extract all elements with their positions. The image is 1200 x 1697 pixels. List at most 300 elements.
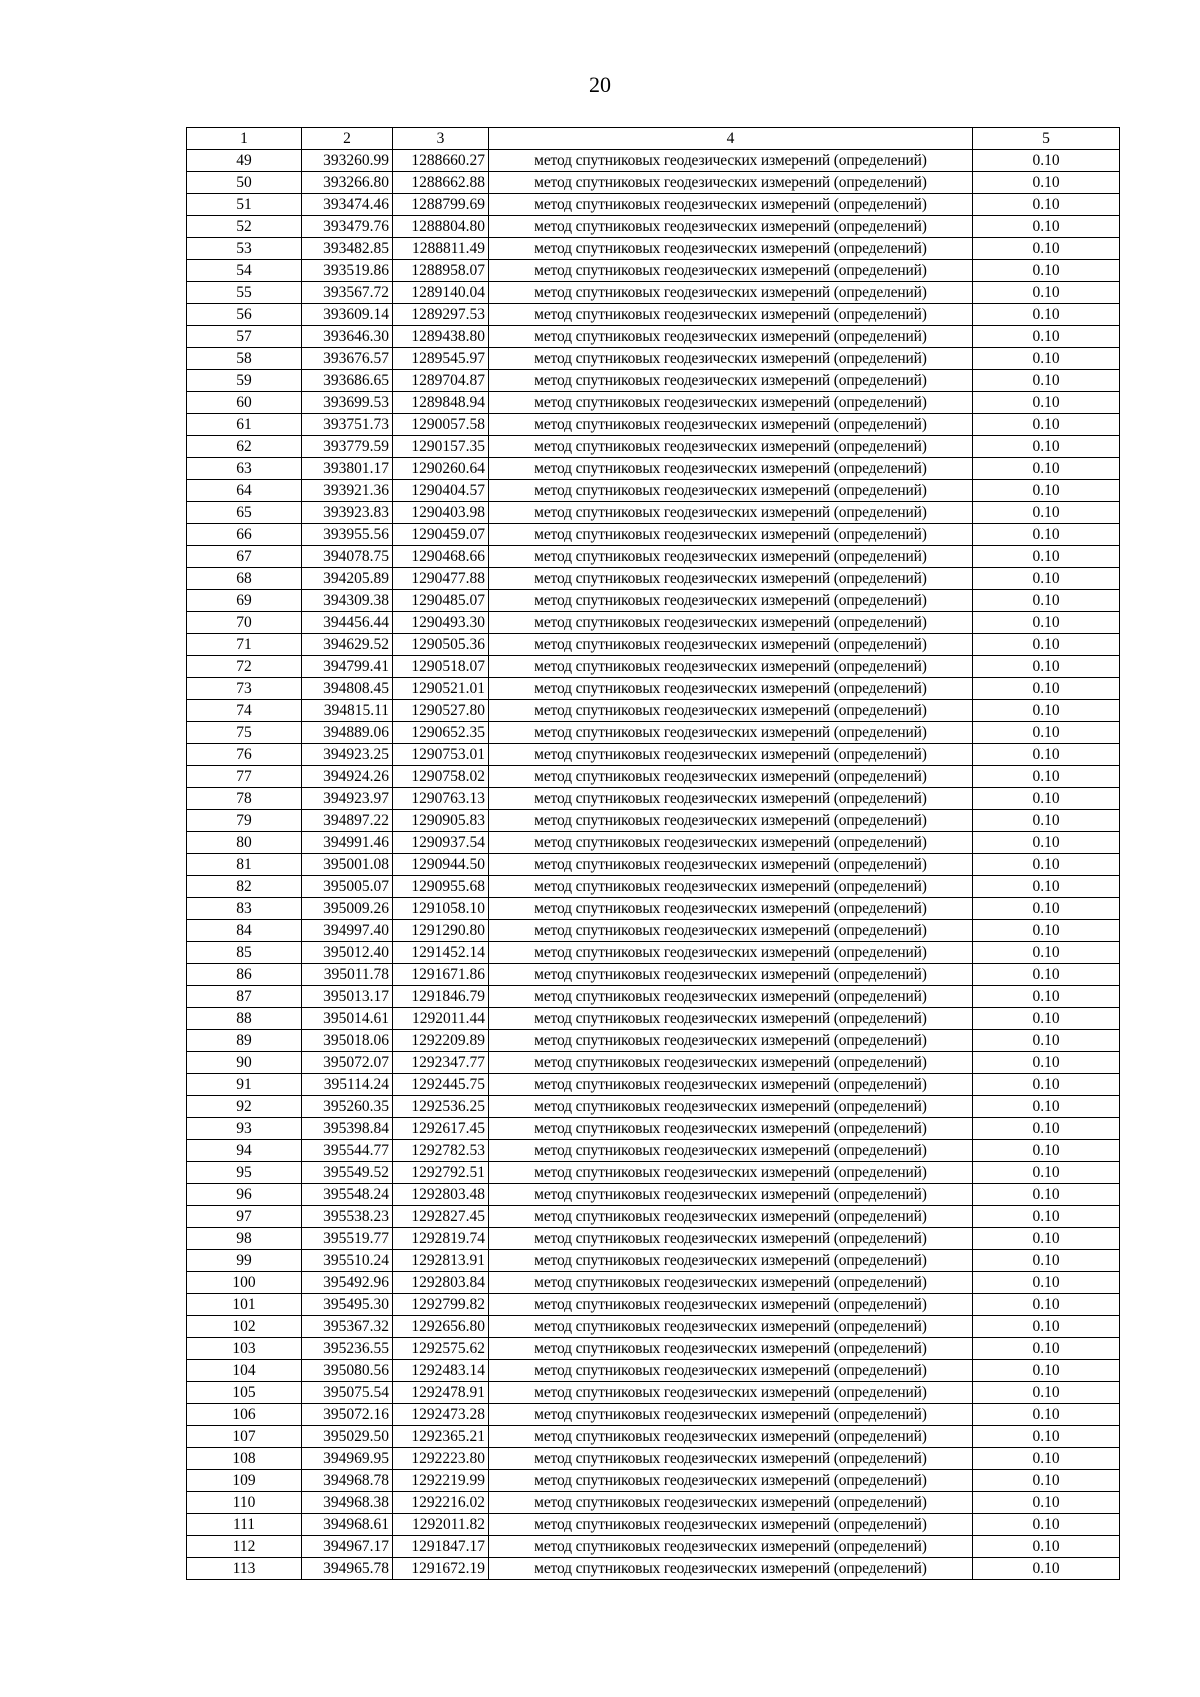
- y-coordinate-cell: 1292445.75: [393, 1074, 489, 1096]
- table-row: [187, 1184, 1120, 1206]
- method-cell: метод спутниковых геодезических измерений (определений): [489, 700, 973, 722]
- accuracy-cell: 0.10: [973, 986, 1120, 1008]
- y-coordinate-cell: 1290493.30: [393, 612, 489, 634]
- method-cell: метод спутниковых геодезических измерений (определений): [489, 568, 973, 590]
- x-coordinate-cell: 393676.57: [302, 348, 393, 370]
- accuracy-cell: 0.10: [973, 1272, 1120, 1294]
- x-coordinate-cell: 395013.17: [302, 986, 393, 1008]
- accuracy-cell: 0.10: [973, 238, 1120, 260]
- accuracy-cell: 0.10: [973, 1448, 1120, 1470]
- method-cell: метод спутниковых геодезических измерений (определений): [489, 898, 973, 920]
- table-row: [187, 1448, 1120, 1470]
- y-coordinate-cell: 1292803.84: [393, 1272, 489, 1294]
- y-coordinate-cell: 1290468.66: [393, 546, 489, 568]
- x-coordinate-cell: 395009.26: [302, 898, 393, 920]
- table-row: [187, 436, 1120, 458]
- table-row: [187, 1008, 1120, 1030]
- y-coordinate-cell: 1292219.99: [393, 1470, 489, 1492]
- y-coordinate-cell: 1291290.80: [393, 920, 489, 942]
- accuracy-cell: 0.10: [973, 898, 1120, 920]
- y-coordinate-cell: 1292799.82: [393, 1294, 489, 1316]
- table-row: [187, 1492, 1120, 1514]
- point-number-cell: 97: [187, 1206, 302, 1228]
- table-row: [187, 348, 1120, 370]
- table-row: [187, 810, 1120, 832]
- accuracy-cell: 0.10: [973, 1206, 1120, 1228]
- point-number-cell: 88: [187, 1008, 302, 1030]
- table-row: [187, 1140, 1120, 1162]
- y-coordinate-cell: 1288804.80: [393, 216, 489, 238]
- table-row: [187, 1514, 1120, 1536]
- point-number-cell: 86: [187, 964, 302, 986]
- point-number-cell: 76: [187, 744, 302, 766]
- method-cell: метод спутниковых геодезических измерений (определений): [489, 634, 973, 656]
- table-row: [187, 876, 1120, 898]
- x-coordinate-cell: 393567.72: [302, 282, 393, 304]
- accuracy-cell: 0.10: [973, 414, 1120, 436]
- x-coordinate-cell: 395029.50: [302, 1426, 393, 1448]
- x-coordinate-cell: 393801.17: [302, 458, 393, 480]
- accuracy-cell: 0.10: [973, 392, 1120, 414]
- point-number-cell: 62: [187, 436, 302, 458]
- table-row: [187, 326, 1120, 348]
- method-cell: метод спутниковых геодезических измерений (определений): [489, 1228, 973, 1250]
- x-coordinate-cell: 394808.45: [302, 678, 393, 700]
- accuracy-cell: 0.10: [973, 1118, 1120, 1140]
- x-coordinate-cell: 395080.56: [302, 1360, 393, 1382]
- y-coordinate-cell: 1292656.80: [393, 1316, 489, 1338]
- table-row: [187, 942, 1120, 964]
- accuracy-cell: 0.10: [973, 1030, 1120, 1052]
- point-number-cell: 89: [187, 1030, 302, 1052]
- method-cell: метод спутниковых геодезических измерений (определений): [489, 502, 973, 524]
- table-row: [187, 480, 1120, 502]
- method-cell: метод спутниковых геодезических измерений (определений): [489, 942, 973, 964]
- x-coordinate-cell: 393474.46: [302, 194, 393, 216]
- page-number: 20: [589, 72, 611, 97]
- coordinates-table: [186, 127, 1120, 1580]
- y-coordinate-cell: 1290521.01: [393, 678, 489, 700]
- accuracy-cell: 0.10: [973, 1426, 1120, 1448]
- accuracy-cell: 0.10: [973, 766, 1120, 788]
- accuracy-cell: 0.10: [973, 1470, 1120, 1492]
- point-number-cell: 82: [187, 876, 302, 898]
- x-coordinate-cell: 395398.84: [302, 1118, 393, 1140]
- table-row: [187, 590, 1120, 612]
- accuracy-cell: 0.10: [973, 722, 1120, 744]
- x-coordinate-cell: 395072.07: [302, 1052, 393, 1074]
- table-row: [187, 986, 1120, 1008]
- method-cell: метод спутниковых геодезических измерений (определений): [489, 150, 973, 172]
- y-coordinate-cell: 1289140.04: [393, 282, 489, 304]
- y-coordinate-cell: 1290459.07: [393, 524, 489, 546]
- x-coordinate-cell: 393260.99: [302, 150, 393, 172]
- accuracy-cell: 0.10: [973, 546, 1120, 568]
- x-coordinate-cell: 393266.80: [302, 172, 393, 194]
- accuracy-cell: 0.10: [973, 172, 1120, 194]
- point-number-cell: 106: [187, 1404, 302, 1426]
- y-coordinate-cell: 1292365.21: [393, 1426, 489, 1448]
- table-row: [187, 1052, 1120, 1074]
- y-coordinate-cell: 1290944.50: [393, 854, 489, 876]
- method-cell: метод спутниковых геодезических измерений (определений): [489, 722, 973, 744]
- accuracy-cell: 0.10: [973, 1162, 1120, 1184]
- x-coordinate-cell: 394629.52: [302, 634, 393, 656]
- point-number-cell: 110: [187, 1492, 302, 1514]
- accuracy-cell: 0.10: [973, 612, 1120, 634]
- accuracy-cell: 0.10: [973, 1228, 1120, 1250]
- method-cell: метод спутниковых геодезических измерений (определений): [489, 1272, 973, 1294]
- accuracy-cell: 0.10: [973, 282, 1120, 304]
- y-coordinate-cell: 1292792.51: [393, 1162, 489, 1184]
- point-number-cell: 50: [187, 172, 302, 194]
- accuracy-cell: 0.10: [973, 1184, 1120, 1206]
- x-coordinate-cell: 394815.11: [302, 700, 393, 722]
- y-coordinate-cell: 1288660.27: [393, 150, 489, 172]
- y-coordinate-cell: 1291058.10: [393, 898, 489, 920]
- y-coordinate-cell: 1290260.64: [393, 458, 489, 480]
- table-row: [187, 1536, 1120, 1558]
- point-number-cell: 101: [187, 1294, 302, 1316]
- x-coordinate-cell: 395001.08: [302, 854, 393, 876]
- y-coordinate-cell: 1290485.07: [393, 590, 489, 612]
- table-row: [187, 1426, 1120, 1448]
- point-number-cell: 58: [187, 348, 302, 370]
- y-coordinate-cell: 1289704.87: [393, 370, 489, 392]
- accuracy-cell: 0.10: [973, 788, 1120, 810]
- table-row: [187, 854, 1120, 876]
- x-coordinate-cell: 395018.06: [302, 1030, 393, 1052]
- y-coordinate-cell: 1292483.14: [393, 1360, 489, 1382]
- y-coordinate-cell: 1290403.98: [393, 502, 489, 524]
- point-number-cell: 54: [187, 260, 302, 282]
- method-cell: метод спутниковых геодезических измерений (определений): [489, 876, 973, 898]
- method-cell: метод спутниковых геодезических измерений (определений): [489, 986, 973, 1008]
- header-method: 4: [489, 128, 973, 150]
- x-coordinate-cell: 395075.54: [302, 1382, 393, 1404]
- table-row: [187, 898, 1120, 920]
- accuracy-cell: 0.10: [973, 964, 1120, 986]
- accuracy-cell: 0.10: [973, 348, 1120, 370]
- accuracy-cell: 0.10: [973, 436, 1120, 458]
- x-coordinate-cell: 395492.96: [302, 1272, 393, 1294]
- y-coordinate-cell: 1292223.80: [393, 1448, 489, 1470]
- x-coordinate-cell: 393699.53: [302, 392, 393, 414]
- table-row: [187, 1382, 1120, 1404]
- table-row: [187, 964, 1120, 986]
- accuracy-cell: 0.10: [973, 1536, 1120, 1558]
- y-coordinate-cell: 1290477.88: [393, 568, 489, 590]
- point-number-cell: 107: [187, 1426, 302, 1448]
- point-number-cell: 77: [187, 766, 302, 788]
- method-cell: метод спутниковых геодезических измерений (определений): [489, 282, 973, 304]
- table-row: [187, 502, 1120, 524]
- method-cell: метод спутниковых геодезических измерений (определений): [489, 326, 973, 348]
- y-coordinate-cell: 1290505.36: [393, 634, 489, 656]
- method-cell: метод спутниковых геодезических измерений (определений): [489, 1514, 973, 1536]
- y-coordinate-cell: 1288662.88: [393, 172, 489, 194]
- point-number-cell: 100: [187, 1272, 302, 1294]
- y-coordinate-cell: 1290404.57: [393, 480, 489, 502]
- x-coordinate-cell: 394889.06: [302, 722, 393, 744]
- accuracy-cell: 0.10: [973, 1514, 1120, 1536]
- method-cell: метод спутниковых геодезических измерений (определений): [489, 414, 973, 436]
- table-row: [187, 370, 1120, 392]
- point-number-cell: 55: [187, 282, 302, 304]
- accuracy-cell: 0.10: [973, 590, 1120, 612]
- table-row: [187, 656, 1120, 678]
- x-coordinate-cell: 395549.52: [302, 1162, 393, 1184]
- point-number-cell: 49: [187, 150, 302, 172]
- point-number-cell: 57: [187, 326, 302, 348]
- table-row: [187, 1338, 1120, 1360]
- point-number-cell: 56: [187, 304, 302, 326]
- accuracy-cell: 0.10: [973, 1250, 1120, 1272]
- method-cell: метод спутниковых геодезических измерений (определений): [489, 458, 973, 480]
- table-header-row: [187, 128, 1120, 150]
- point-number-cell: 64: [187, 480, 302, 502]
- x-coordinate-cell: 393609.14: [302, 304, 393, 326]
- method-cell: метод спутниковых геодезических измерений (определений): [489, 1316, 973, 1338]
- y-coordinate-cell: 1291452.14: [393, 942, 489, 964]
- y-coordinate-cell: 1289438.80: [393, 326, 489, 348]
- point-number-cell: 93: [187, 1118, 302, 1140]
- point-number-cell: 96: [187, 1184, 302, 1206]
- x-coordinate-cell: 394309.38: [302, 590, 393, 612]
- x-coordinate-cell: 393923.83: [302, 502, 393, 524]
- y-coordinate-cell: 1288799.69: [393, 194, 489, 216]
- x-coordinate-cell: 393921.36: [302, 480, 393, 502]
- point-number-cell: 87: [187, 986, 302, 1008]
- y-coordinate-cell: 1292347.77: [393, 1052, 489, 1074]
- x-coordinate-cell: 394969.95: [302, 1448, 393, 1470]
- x-coordinate-cell: 394997.40: [302, 920, 393, 942]
- method-cell: метод спутниковых геодезических измерений (определений): [489, 1492, 973, 1514]
- table-row: [187, 1294, 1120, 1316]
- table-row: [187, 766, 1120, 788]
- accuracy-cell: 0.10: [973, 1316, 1120, 1338]
- table-row: [187, 1272, 1120, 1294]
- method-cell: метод спутниковых геодезических измерений (определений): [489, 238, 973, 260]
- method-cell: метод спутниковых геодезических измерений (определений): [489, 1558, 973, 1580]
- y-coordinate-cell: 1291847.17: [393, 1536, 489, 1558]
- table-row: [187, 1250, 1120, 1272]
- table-row: [187, 1558, 1120, 1580]
- table-row: [187, 216, 1120, 238]
- x-coordinate-cell: 394799.41: [302, 656, 393, 678]
- point-number-cell: 63: [187, 458, 302, 480]
- x-coordinate-cell: 393519.86: [302, 260, 393, 282]
- accuracy-cell: 0.10: [973, 216, 1120, 238]
- x-coordinate-cell: 395014.61: [302, 1008, 393, 1030]
- point-number-cell: 91: [187, 1074, 302, 1096]
- table-row: [187, 568, 1120, 590]
- method-cell: метод спутниковых геодезических измерений (определений): [489, 172, 973, 194]
- x-coordinate-cell: 394923.97: [302, 788, 393, 810]
- point-number-cell: 81: [187, 854, 302, 876]
- y-coordinate-cell: 1292617.45: [393, 1118, 489, 1140]
- header-y-coordinate: 3: [393, 128, 489, 150]
- point-number-cell: 72: [187, 656, 302, 678]
- point-number-cell: 66: [187, 524, 302, 546]
- method-cell: метод спутниковых геодезических измерений (определений): [489, 1096, 973, 1118]
- header-accuracy: 5: [973, 128, 1120, 150]
- accuracy-cell: 0.10: [973, 502, 1120, 524]
- x-coordinate-cell: 393479.76: [302, 216, 393, 238]
- y-coordinate-cell: 1290518.07: [393, 656, 489, 678]
- method-cell: метод спутниковых геодезических измерений (определений): [489, 1448, 973, 1470]
- accuracy-cell: 0.10: [973, 1492, 1120, 1514]
- accuracy-cell: 0.10: [973, 942, 1120, 964]
- accuracy-cell: 0.10: [973, 876, 1120, 898]
- y-coordinate-cell: 1292827.45: [393, 1206, 489, 1228]
- point-number-cell: 102: [187, 1316, 302, 1338]
- method-cell: метод спутниковых геодезических измерений (определений): [489, 656, 973, 678]
- x-coordinate-cell: 395548.24: [302, 1184, 393, 1206]
- point-number-cell: 70: [187, 612, 302, 634]
- x-coordinate-cell: 393751.73: [302, 414, 393, 436]
- y-coordinate-cell: 1292803.48: [393, 1184, 489, 1206]
- y-coordinate-cell: 1292813.91: [393, 1250, 489, 1272]
- method-cell: метод спутниковых геодезических измерений (определений): [489, 1382, 973, 1404]
- table-row: [187, 700, 1120, 722]
- table-row: [187, 634, 1120, 656]
- point-number-cell: 73: [187, 678, 302, 700]
- x-coordinate-cell: 394968.38: [302, 1492, 393, 1514]
- x-coordinate-cell: 394991.46: [302, 832, 393, 854]
- point-number-cell: 105: [187, 1382, 302, 1404]
- point-number-cell: 52: [187, 216, 302, 238]
- table-row: [187, 414, 1120, 436]
- point-number-cell: 69: [187, 590, 302, 612]
- table-row: [187, 788, 1120, 810]
- method-cell: метод спутниковых геодезических измерений (определений): [489, 524, 973, 546]
- table-row: [187, 722, 1120, 744]
- table-row: [187, 194, 1120, 216]
- table-row: [187, 1162, 1120, 1184]
- y-coordinate-cell: 1292216.02: [393, 1492, 489, 1514]
- x-coordinate-cell: 394205.89: [302, 568, 393, 590]
- method-cell: метод спутниковых геодезических измерений (определений): [489, 216, 973, 238]
- accuracy-cell: 0.10: [973, 524, 1120, 546]
- x-coordinate-cell: 395367.32: [302, 1316, 393, 1338]
- accuracy-cell: 0.10: [973, 1096, 1120, 1118]
- table-row: [187, 524, 1120, 546]
- table-row: [187, 612, 1120, 634]
- point-number-cell: 99: [187, 1250, 302, 1272]
- table-row: [187, 1316, 1120, 1338]
- table-row: [187, 1118, 1120, 1140]
- method-cell: метод спутниковых геодезических измерений (определений): [489, 1140, 973, 1162]
- method-cell: метод спутниковых геодезических измерений (определений): [489, 920, 973, 942]
- method-cell: метод спутниковых геодезических измерений (определений): [489, 370, 973, 392]
- y-coordinate-cell: 1289848.94: [393, 392, 489, 414]
- accuracy-cell: 0.10: [973, 1294, 1120, 1316]
- method-cell: метод спутниковых геодезических измерений (определений): [489, 1184, 973, 1206]
- x-coordinate-cell: 395260.35: [302, 1096, 393, 1118]
- x-coordinate-cell: 393955.56: [302, 524, 393, 546]
- y-coordinate-cell: 1292473.28: [393, 1404, 489, 1426]
- y-coordinate-cell: 1288811.49: [393, 238, 489, 260]
- x-coordinate-cell: 395495.30: [302, 1294, 393, 1316]
- method-cell: метод спутниковых геодезических измерений (определений): [489, 766, 973, 788]
- y-coordinate-cell: 1290157.35: [393, 436, 489, 458]
- accuracy-cell: 0.10: [973, 678, 1120, 700]
- method-cell: метод спутниковых геодезических измерений (определений): [489, 612, 973, 634]
- accuracy-cell: 0.10: [973, 480, 1120, 502]
- method-cell: метод спутниковых геодезических измерений (определений): [489, 964, 973, 986]
- table-row: [187, 920, 1120, 942]
- table-row: [187, 832, 1120, 854]
- accuracy-cell: 0.10: [973, 744, 1120, 766]
- accuracy-cell: 0.10: [973, 656, 1120, 678]
- method-cell: метод спутниковых геодезических измерений (определений): [489, 1536, 973, 1558]
- method-cell: метод спутниковых геодезических измерений (определений): [489, 810, 973, 832]
- y-coordinate-cell: 1292782.53: [393, 1140, 489, 1162]
- method-cell: метод спутниковых геодезических измерений (определений): [489, 1294, 973, 1316]
- method-cell: метод спутниковых геодезических измерений (определений): [489, 788, 973, 810]
- x-coordinate-cell: 393686.65: [302, 370, 393, 392]
- y-coordinate-cell: 1292478.91: [393, 1382, 489, 1404]
- x-coordinate-cell: 395544.77: [302, 1140, 393, 1162]
- point-number-cell: 112: [187, 1536, 302, 1558]
- table-row: [187, 238, 1120, 260]
- method-cell: метод спутниковых геодезических измерений (определений): [489, 678, 973, 700]
- point-number-cell: 74: [187, 700, 302, 722]
- method-cell: метод спутниковых геодезических измерений (определений): [489, 480, 973, 502]
- table-row: [187, 260, 1120, 282]
- table-row: [187, 458, 1120, 480]
- x-coordinate-cell: 394924.26: [302, 766, 393, 788]
- method-cell: метод спутниковых геодезических измерений (определений): [489, 436, 973, 458]
- point-number-cell: 65: [187, 502, 302, 524]
- method-cell: метод спутниковых геодезических измерений (определений): [489, 1250, 973, 1272]
- point-number-cell: 92: [187, 1096, 302, 1118]
- x-coordinate-cell: 394897.22: [302, 810, 393, 832]
- point-number-cell: 79: [187, 810, 302, 832]
- point-number-cell: 113: [187, 1558, 302, 1580]
- accuracy-cell: 0.10: [973, 1338, 1120, 1360]
- x-coordinate-cell: 394456.44: [302, 612, 393, 634]
- accuracy-cell: 0.10: [973, 260, 1120, 282]
- x-coordinate-cell: 395072.16: [302, 1404, 393, 1426]
- accuracy-cell: 0.10: [973, 920, 1120, 942]
- method-cell: метод спутниковых геодезических измерений (определений): [489, 1404, 973, 1426]
- y-coordinate-cell: 1291846.79: [393, 986, 489, 1008]
- y-coordinate-cell: 1290955.68: [393, 876, 489, 898]
- x-coordinate-cell: 394968.78: [302, 1470, 393, 1492]
- accuracy-cell: 0.10: [973, 700, 1120, 722]
- method-cell: метод спутниковых геодезических измерений (определений): [489, 348, 973, 370]
- x-coordinate-cell: 393482.85: [302, 238, 393, 260]
- x-coordinate-cell: 395236.55: [302, 1338, 393, 1360]
- table-row: [187, 392, 1120, 414]
- method-cell: метод спутниковых геодезических измерений (определений): [489, 546, 973, 568]
- point-number-cell: 84: [187, 920, 302, 942]
- x-coordinate-cell: 395114.24: [302, 1074, 393, 1096]
- accuracy-cell: 0.10: [973, 150, 1120, 172]
- y-coordinate-cell: 1290057.58: [393, 414, 489, 436]
- y-coordinate-cell: 1290652.35: [393, 722, 489, 744]
- table-row: [187, 1030, 1120, 1052]
- y-coordinate-cell: 1290527.80: [393, 700, 489, 722]
- point-number-cell: 80: [187, 832, 302, 854]
- point-number-cell: 59: [187, 370, 302, 392]
- y-coordinate-cell: 1291671.86: [393, 964, 489, 986]
- accuracy-cell: 0.10: [973, 1074, 1120, 1096]
- accuracy-cell: 0.10: [973, 326, 1120, 348]
- table-row: [187, 1404, 1120, 1426]
